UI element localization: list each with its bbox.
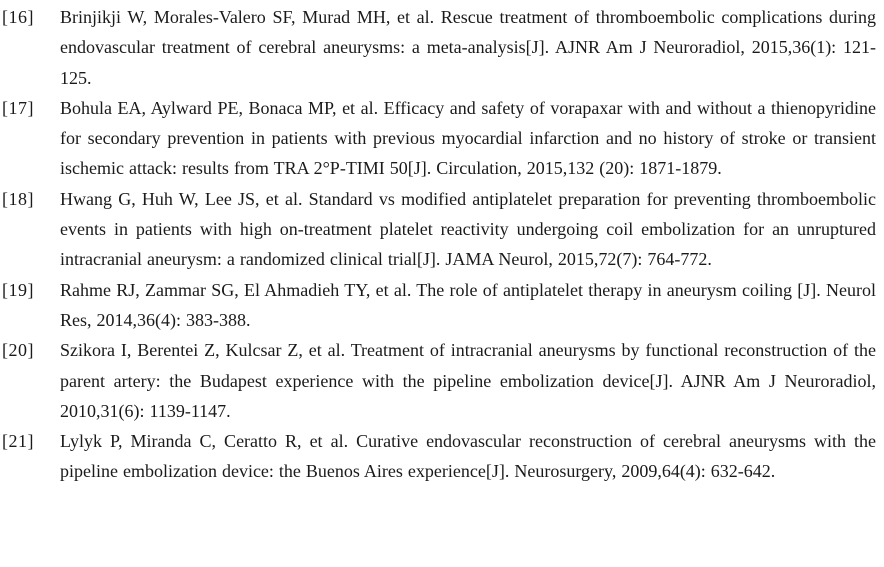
reference-item [2, 93, 876, 184]
reference-number: [16] [2, 7, 34, 27]
reference-item [2, 426, 876, 487]
reference-text: Hwang G, Huh W, Lee JS, et al. Standard vs modified antiplatelet preparation for preventing thromboembolic events in patients with high on-treatment platelet reactivity undergoing coil embolization for an unruptured intracranial aneurysm: a randomized clinical trial[J]. JAMA Neurol, 2015,72(7): 764-772. [60, 188, 876, 270]
reference-item [2, 335, 876, 426]
reference-number: [18] [2, 188, 34, 209]
reference-number: [17] [2, 97, 34, 118]
reference-item [2, 184, 876, 275]
reference-item [2, 275, 876, 336]
reference-text: Brinjikji W, Morales-Valero SF, Murad MH, et al. Rescue treatment of thromboembolic complications during endovascular treatment of cerebral aneurysms: a meta-analysis[J]. AJNR Am J Neuroradiol, 2015,36(1): 121-125. [60, 7, 876, 88]
reference-number: [19] [2, 279, 34, 300]
reference-number: [20] [2, 340, 34, 361]
reference-list [2, 2, 876, 487]
reference-text: Rahme RJ, Zammar SG, El Ahmadieh TY, et al. The role of antiplatelet therapy in aneurysm coiling [J]. Neurol Res, 2014,36(4): 383-388. [60, 279, 876, 330]
reference-text: Bohula EA, Aylward PE, Bonaca MP, et al. Efficacy and safety of vorapaxar with and without a thienopyridine for secondary prevention in patients with previous myocardial infarction and no history of stroke or transient ischemic attack: results from TRA 2°P-TIMI 50[J]. Circulation, 2015,132 (20): 1871-1879. [60, 97, 876, 179]
reference-item [2, 2, 876, 93]
reference-text: Lylyk P, Miranda C, Ceratto R, et al. Curative endovascular reconstruction of cerebral aneurysms with the pipeline embolization device: the Buenos Aires experience[J]. Neurosurgery, 2009,64(4): 632-642. [60, 431, 876, 482]
reference-text: Szikora I, Berentei Z, Kulcsar Z, et al. Treatment of intracranial aneurysms by functional reconstruction of the parent artery: the Budapest experience with the pipeline embolization device[J]. AJNR Am J Neuroradiol, 2010,31(6): 1139-1147. [60, 340, 876, 421]
reference-number: [21] [2, 431, 34, 452]
